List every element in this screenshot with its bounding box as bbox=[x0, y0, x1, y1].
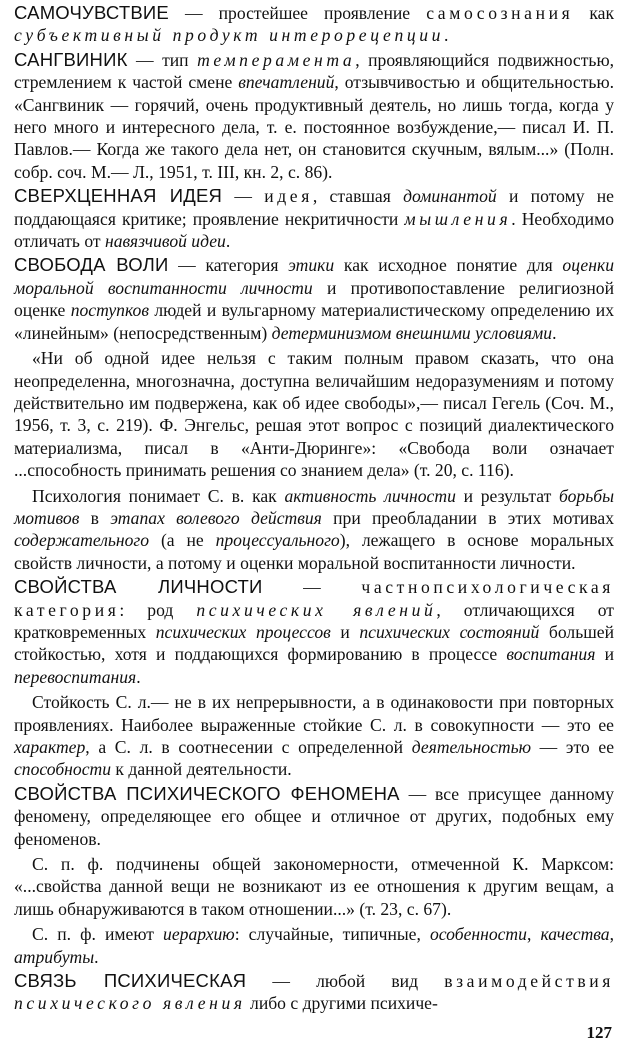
cross-reference: деятельностью bbox=[411, 737, 532, 757]
paragraph-quote-hegel: «Ни об одной идее нельзя с таким полным правом сказать, что она неопределенна, многозначна, доступна величайшим недоразумениям и потому действительно им подвержена, как об идее свободы»,— писал Гегель (Соч. М., 1956, т. 3, с. 219). Ф. Энгельс, решая этот вопрос с позиций диалектического материализма, писал в «Анти-Дюринге»: «Свобода воли означает ...способность принимать решения со знанием дела» (т. 20, с. 116). bbox=[14, 348, 614, 481]
paragraph-quote-marx: С. п. ф. подчинены общей закономерности, отмеченной К. Марксом: «...свойства данной вещи не возникают из ее отношения к другим вещам, а лишь обнаруживаются в таком отношении...» (т. 23, с. 67). bbox=[14, 854, 614, 919]
cross-reference: этики bbox=[288, 255, 335, 276]
entry-svyaz-psikhicheskaya: СВЯЗЬ ПСИХИЧЕСКАЯ — любой вид взаимодействия психического явления либо с другими психиче- bbox=[14, 970, 614, 1014]
cross-reference: темперамента bbox=[197, 49, 356, 70]
cross-reference: воспитания bbox=[506, 644, 596, 665]
entry-headword: СВОЙСТВА ЛИЧНОСТИ bbox=[14, 576, 263, 598]
entry-sverkhtsennaya-ideya: СВЕРХЦЕННАЯ ИДЕЯ — идея, ставшая доминантой и потому не поддающаяся критике; проявление некритичности мышления. Необходимо отличать от навязчивой идеи. bbox=[14, 185, 614, 252]
cross-reference: психических процессов bbox=[155, 621, 331, 642]
cross-reference: этапах волевого действия bbox=[110, 507, 322, 528]
entry-headword: СВЯЗЬ ПСИХИЧЕСКАЯ bbox=[14, 970, 247, 992]
entry-svoistva-psikh-fenomena: СВОЙСТВА ПСИХИЧЕСКОГО ФЕНОМЕНА — все присущее данному феномену, определяющее его общее и отличное от других, подобных ему феноменов. bbox=[14, 782, 614, 849]
cross-reference: оценки моральной воспитанности личности bbox=[14, 255, 614, 298]
cross-reference: характер bbox=[14, 737, 86, 757]
cross-reference: способности bbox=[14, 759, 112, 780]
cross-reference: навязчивой идеи bbox=[104, 231, 226, 252]
entry-headword: СВОБОДА ВОЛИ bbox=[14, 254, 169, 276]
cross-reference: детерминизмом внешними условиями bbox=[271, 322, 553, 343]
page-number: 127 bbox=[586, 1023, 612, 1042]
cross-reference: процессуального bbox=[215, 530, 340, 551]
paragraph-ierarkhiya: С. п. ф. имеют иерархию: случайные, типичные, особенности, качества, атрибуты. bbox=[14, 924, 614, 967]
cross-reference: психических состояний bbox=[359, 621, 540, 642]
entry-samochuvstvie: САМОЧУВСТВИЕ — простейшее проявление самосознания как субъективный продукт интерорецепции. bbox=[14, 2, 614, 46]
entry-headword: СВЕРХЦЕННАЯ ИДЕЯ bbox=[14, 185, 223, 207]
cross-reference: атрибуты bbox=[14, 946, 95, 967]
entry-headword: САНГВИНИК bbox=[14, 48, 128, 70]
cross-reference: субъективный продукт интерорецепции bbox=[14, 25, 445, 46]
cross-reference: перевоспитания bbox=[14, 666, 137, 687]
cross-reference: психического явления bbox=[14, 993, 246, 1014]
cross-reference: качества bbox=[540, 924, 610, 945]
cross-reference: поступков bbox=[70, 300, 149, 321]
cross-reference: психических явлений bbox=[196, 599, 437, 620]
paragraph-psychology: Психология понимает С. в. как активность личности и результат борьбы мотивов в этапах волевого действия при преобладании в этих мотивах содержательного (а не процессуального), лежащего в основе моральных свойств личности, а потому и оценки моральной воспитанности личности. bbox=[14, 485, 614, 573]
cross-reference: мышления bbox=[404, 208, 512, 229]
cross-reference: иерархию bbox=[163, 924, 235, 945]
cross-reference: содержательного bbox=[14, 530, 150, 551]
paragraph-stoikost: Стойкость С. л.— не в их непрерывности, а в одинаковости при повторных проявлениях. Наиболее выраженные стойкие С. л. в совокупности — это ее характер, а С. л. в соотнесении с определенной деятельностью — это ее способности к данной деятельности. bbox=[14, 692, 615, 780]
entry-svoboda-voli: СВОБОДА ВОЛИ — категория этики как исходное понятие для оценки моральной воспитанности личности и противопоставление религиозной оценке поступков людей и вульгарному материалистическому определению их «линейным» (непосредственным) детерминизмом внешними условиями. bbox=[14, 254, 614, 343]
cross-reference: борьбы мотивов bbox=[14, 485, 614, 528]
entry-svoistva-lichnosti: СВОЙСТВА ЛИЧНОСТИ — частнопсихологическая категория: род психических явлений, отличающихся от кратковременных психических процессов и психических состояний большей стойкостью, хотя и поддающихся формированию в процессе воспитания и перевоспитания. bbox=[14, 576, 615, 687]
entry-sangvinik: САНГВИНИК — тип темперамента, проявляющийся подвижностью, стремлением к частой смене впечатлений, отзывчивостью и общительностью. «Сангвиник — горячий, очень продуктивный деятель, но лишь тогда, когда у него много и интересного дела, т. е. постоянное возбуждение,— писал И. П. Павлов.— Когда же такого дела нет, он становится скучным, вялым...» (Полн. собр. соч. М.— Л., 1951, т. III, кн. 2, с. 86). bbox=[14, 48, 614, 182]
cross-reference: впечатлений bbox=[238, 72, 335, 93]
entry-headword: СВОЙСТВА ПСИХИЧЕСКОГО ФЕНОМЕНА bbox=[14, 782, 400, 804]
cross-reference: особенности bbox=[429, 924, 527, 945]
cross-reference: доминантой bbox=[403, 186, 497, 207]
entry-headword: САМОЧУВСТВИЕ bbox=[14, 2, 169, 23]
cross-reference: активность личности bbox=[284, 485, 456, 506]
